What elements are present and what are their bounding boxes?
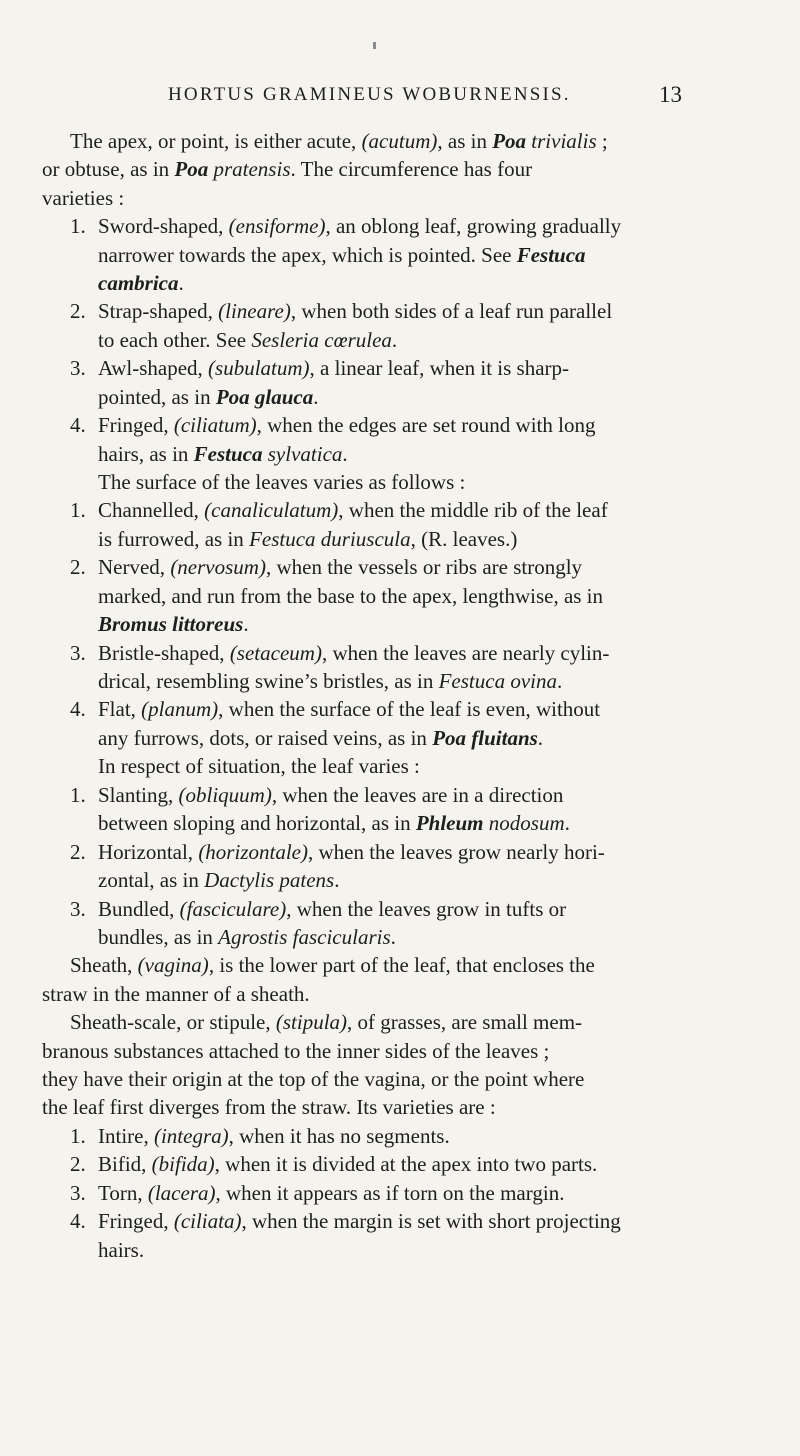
species-name: trivialis xyxy=(531,129,597,153)
text-line xyxy=(70,1008,800,1036)
text-line xyxy=(42,1037,800,1065)
list-number: 1. xyxy=(70,498,86,522)
text-run: narrower towards the apex, which is pointed. See xyxy=(98,243,517,267)
text-run: , as in xyxy=(437,129,493,153)
text-run: . The circumference has four xyxy=(290,157,533,181)
latin-term: (subulatum) xyxy=(208,356,310,380)
latin-term: (lacera) xyxy=(147,1181,216,1205)
list-item xyxy=(70,895,800,923)
latin-term: (fasciculare) xyxy=(179,897,287,921)
text-line xyxy=(70,951,800,979)
text-run: drical, resembling swine’s bristles, as in xyxy=(98,669,439,693)
text-line xyxy=(98,1236,800,1264)
text-run: The apex, or point, is either acute, xyxy=(70,129,362,153)
latin-term: (ciliata) xyxy=(173,1209,242,1233)
text-run: Fringed, xyxy=(98,413,174,437)
list-number: 4. xyxy=(70,1209,86,1233)
text-run: Bifid, xyxy=(98,1152,152,1176)
text-run: Channelled, xyxy=(98,498,205,522)
latin-term: (obliquum) xyxy=(178,783,272,807)
list-number: 3. xyxy=(70,897,86,921)
text-run: , when the leaves are nearly cylin- xyxy=(321,641,610,665)
text-run: , when it has no segments. xyxy=(228,1124,450,1148)
list-item xyxy=(70,297,800,325)
species-name: Festuca duriuscula xyxy=(249,527,411,551)
text-run: In respect of situation, the leaf varies : xyxy=(98,754,420,778)
text-run: bundles, as in xyxy=(98,925,219,949)
text-line xyxy=(42,1065,800,1093)
latin-term: (integra) xyxy=(153,1124,229,1148)
text-run: . xyxy=(391,328,398,352)
list-item xyxy=(70,411,800,439)
text-run: Slanting, xyxy=(98,783,179,807)
print-mark xyxy=(373,42,376,49)
list-number: 3. xyxy=(70,641,86,665)
text-run: , when the middle rib of the leaf xyxy=(338,498,608,522)
text-run: Torn, xyxy=(98,1181,148,1205)
species-name: sylvatica xyxy=(267,442,343,466)
text-run: , when both sides of a leaf run parallel xyxy=(290,299,613,323)
text-run: hairs. xyxy=(98,1238,145,1262)
latin-term: (horizontale) xyxy=(198,840,308,864)
text-line xyxy=(98,468,800,496)
text-run: marked, and run from the base to the apex, lengthwise, as in xyxy=(98,584,604,608)
text-run: Bristle-shaped, xyxy=(98,641,230,665)
text-run: , an oblong leaf, growing gradually xyxy=(325,214,622,238)
species-name: Sesleria cœrulea xyxy=(251,328,392,352)
text-run: . xyxy=(342,442,348,466)
species-name: nodosum xyxy=(488,811,565,835)
species-name: Festuca xyxy=(193,442,263,466)
text-run: . xyxy=(334,868,340,892)
species-name: Phleum xyxy=(415,811,484,835)
list-number: 1. xyxy=(70,783,86,807)
latin-term: (nervosum) xyxy=(170,555,266,579)
text-line xyxy=(98,269,800,297)
text-line xyxy=(98,667,800,695)
list-item xyxy=(70,1207,800,1235)
list-number: 2. xyxy=(70,1152,86,1176)
text-run: Horizontal, xyxy=(98,840,199,864)
text-line xyxy=(70,127,800,155)
list-item xyxy=(70,1122,800,1150)
latin-term: (vagina) xyxy=(137,953,209,977)
text-run: ; xyxy=(596,129,608,153)
text-run: Sheath-scale, or stipule, xyxy=(70,1010,276,1034)
text-line xyxy=(98,724,800,752)
species-name: pratensis xyxy=(213,157,291,181)
text-line xyxy=(42,980,800,1008)
text-run: , when it is divided at the apex into two parts. xyxy=(214,1152,598,1176)
text-run: . xyxy=(537,726,544,750)
text-run: , when the leaves grow nearly hori- xyxy=(307,840,605,864)
text-run: , (R. leaves.) xyxy=(410,527,518,551)
text-run: branous substances attached to the inner sides of the leaves ; xyxy=(42,1039,550,1063)
list-item xyxy=(70,695,800,723)
text-run: is furrowed, as in xyxy=(98,527,250,551)
text-run: , a linear leaf, when it is sharp- xyxy=(309,356,570,380)
latin-term: (acutum) xyxy=(361,129,438,153)
text-line xyxy=(98,809,800,837)
list-item xyxy=(70,553,800,581)
text-run: . xyxy=(557,669,563,693)
latin-term: (ciliatum) xyxy=(173,413,257,437)
text-line xyxy=(42,184,800,212)
text-run: or obtuse, as in xyxy=(42,157,175,181)
species-name: cambrica xyxy=(98,271,179,295)
text-line xyxy=(98,610,800,638)
latin-term: (setaceum) xyxy=(229,641,322,665)
species-name: Dactylis patens xyxy=(204,868,335,892)
latin-term: (lineare) xyxy=(218,299,291,323)
list-item xyxy=(70,838,800,866)
latin-term: (stipula) xyxy=(275,1010,348,1034)
list-number: 3. xyxy=(70,1181,86,1205)
text-line xyxy=(98,752,800,780)
latin-term: (canaliculatum) xyxy=(204,498,339,522)
latin-term: (planum) xyxy=(141,697,219,721)
text-line xyxy=(42,155,800,183)
text-run: to each other. See xyxy=(98,328,252,352)
species-name: Poa fluitans xyxy=(432,726,538,750)
species-name: Poa xyxy=(174,157,209,181)
text-run: the leaf first diverges from the straw. Its varieties are : xyxy=(42,1095,496,1119)
species-name: Poa glauca xyxy=(215,385,314,409)
text-run: , when the vessels or ribs are strongly xyxy=(265,555,583,579)
text-run: . xyxy=(564,811,570,835)
text-run: Sword-shaped, xyxy=(98,214,229,238)
text-run: . xyxy=(313,385,319,409)
text-line xyxy=(98,383,800,411)
text-run: , when the leaves grow in tufts or xyxy=(286,897,567,921)
text-line xyxy=(98,326,800,354)
text-run: hairs, as in xyxy=(98,442,194,466)
text-run: Strap-shaped, xyxy=(98,299,219,323)
list-item xyxy=(70,1179,800,1207)
text-run: between sloping and horizontal, as in xyxy=(98,811,416,835)
text-run: Awl-shaped, xyxy=(98,356,209,380)
text-line xyxy=(98,241,800,269)
species-name: Agrostis fascicularis xyxy=(218,925,391,949)
text-run: . xyxy=(243,612,249,636)
text-run: , when the edges are set round with long xyxy=(256,413,596,437)
text-run: , when it appears as if torn on the margin. xyxy=(215,1181,565,1205)
list-item xyxy=(70,1150,800,1178)
list-item xyxy=(70,639,800,667)
text-run: Intire, xyxy=(98,1124,154,1148)
list-number: 4. xyxy=(70,697,86,721)
list-item xyxy=(70,212,800,240)
text-run: Nerved, xyxy=(98,555,171,579)
running-title: HORTUS GRAMINEUS WOBURNENSIS. xyxy=(168,84,571,105)
text-run: , when the leaves are in a direction xyxy=(271,783,564,807)
text-run: Sheath, xyxy=(70,953,138,977)
text-run: any furrows, dots, or raised veins, as in xyxy=(98,726,433,750)
text-run: The surface of the leaves varies as follows : xyxy=(98,470,466,494)
species-name: Festuca xyxy=(516,243,586,267)
list-number: 1. xyxy=(70,1124,86,1148)
text-run: Bundled, xyxy=(98,897,180,921)
list-number: 2. xyxy=(70,555,86,579)
list-number: 1. xyxy=(70,214,86,238)
text-run: zontal, as in xyxy=(98,868,205,892)
text-run: , when the margin is set with short projecting xyxy=(241,1209,621,1233)
list-item xyxy=(70,781,800,809)
text-line xyxy=(42,1093,800,1121)
text-line xyxy=(98,525,800,553)
page-number: 13 xyxy=(659,82,682,107)
text-line xyxy=(98,582,800,610)
text-line xyxy=(98,440,800,468)
species-name: Bromus littoreus xyxy=(98,612,244,636)
text-run: varieties : xyxy=(42,186,125,210)
list-number: 2. xyxy=(70,299,86,323)
text-run: they have their origin at the top of the vagina, or the point where xyxy=(42,1067,585,1091)
list-number: 3. xyxy=(70,356,86,380)
text-run: . xyxy=(178,271,184,295)
text-run: . xyxy=(390,925,396,949)
text-run: , of grasses, are small mem- xyxy=(347,1010,583,1034)
text-run: straw in the manner of a sheath. xyxy=(42,982,310,1006)
text-run: Flat, xyxy=(98,697,142,721)
species-name: Festuca ovina xyxy=(438,669,557,693)
text-run: pointed, as in xyxy=(98,385,216,409)
latin-term: (ensiforme) xyxy=(228,214,326,238)
latin-term: (bifida) xyxy=(151,1152,215,1176)
text-line xyxy=(98,866,800,894)
text-run: Fringed, xyxy=(98,1209,174,1233)
species-name: Poa xyxy=(492,129,527,153)
list-item xyxy=(70,354,800,382)
text-run: , is the lower part of the leaf, that encloses the xyxy=(208,953,595,977)
text-run: , when the surface of the leaf is even, without xyxy=(218,697,601,721)
page-header xyxy=(130,84,682,114)
text-line xyxy=(98,923,800,951)
list-number: 4. xyxy=(70,413,86,437)
list-item xyxy=(70,496,800,524)
list-number: 2. xyxy=(70,840,86,864)
